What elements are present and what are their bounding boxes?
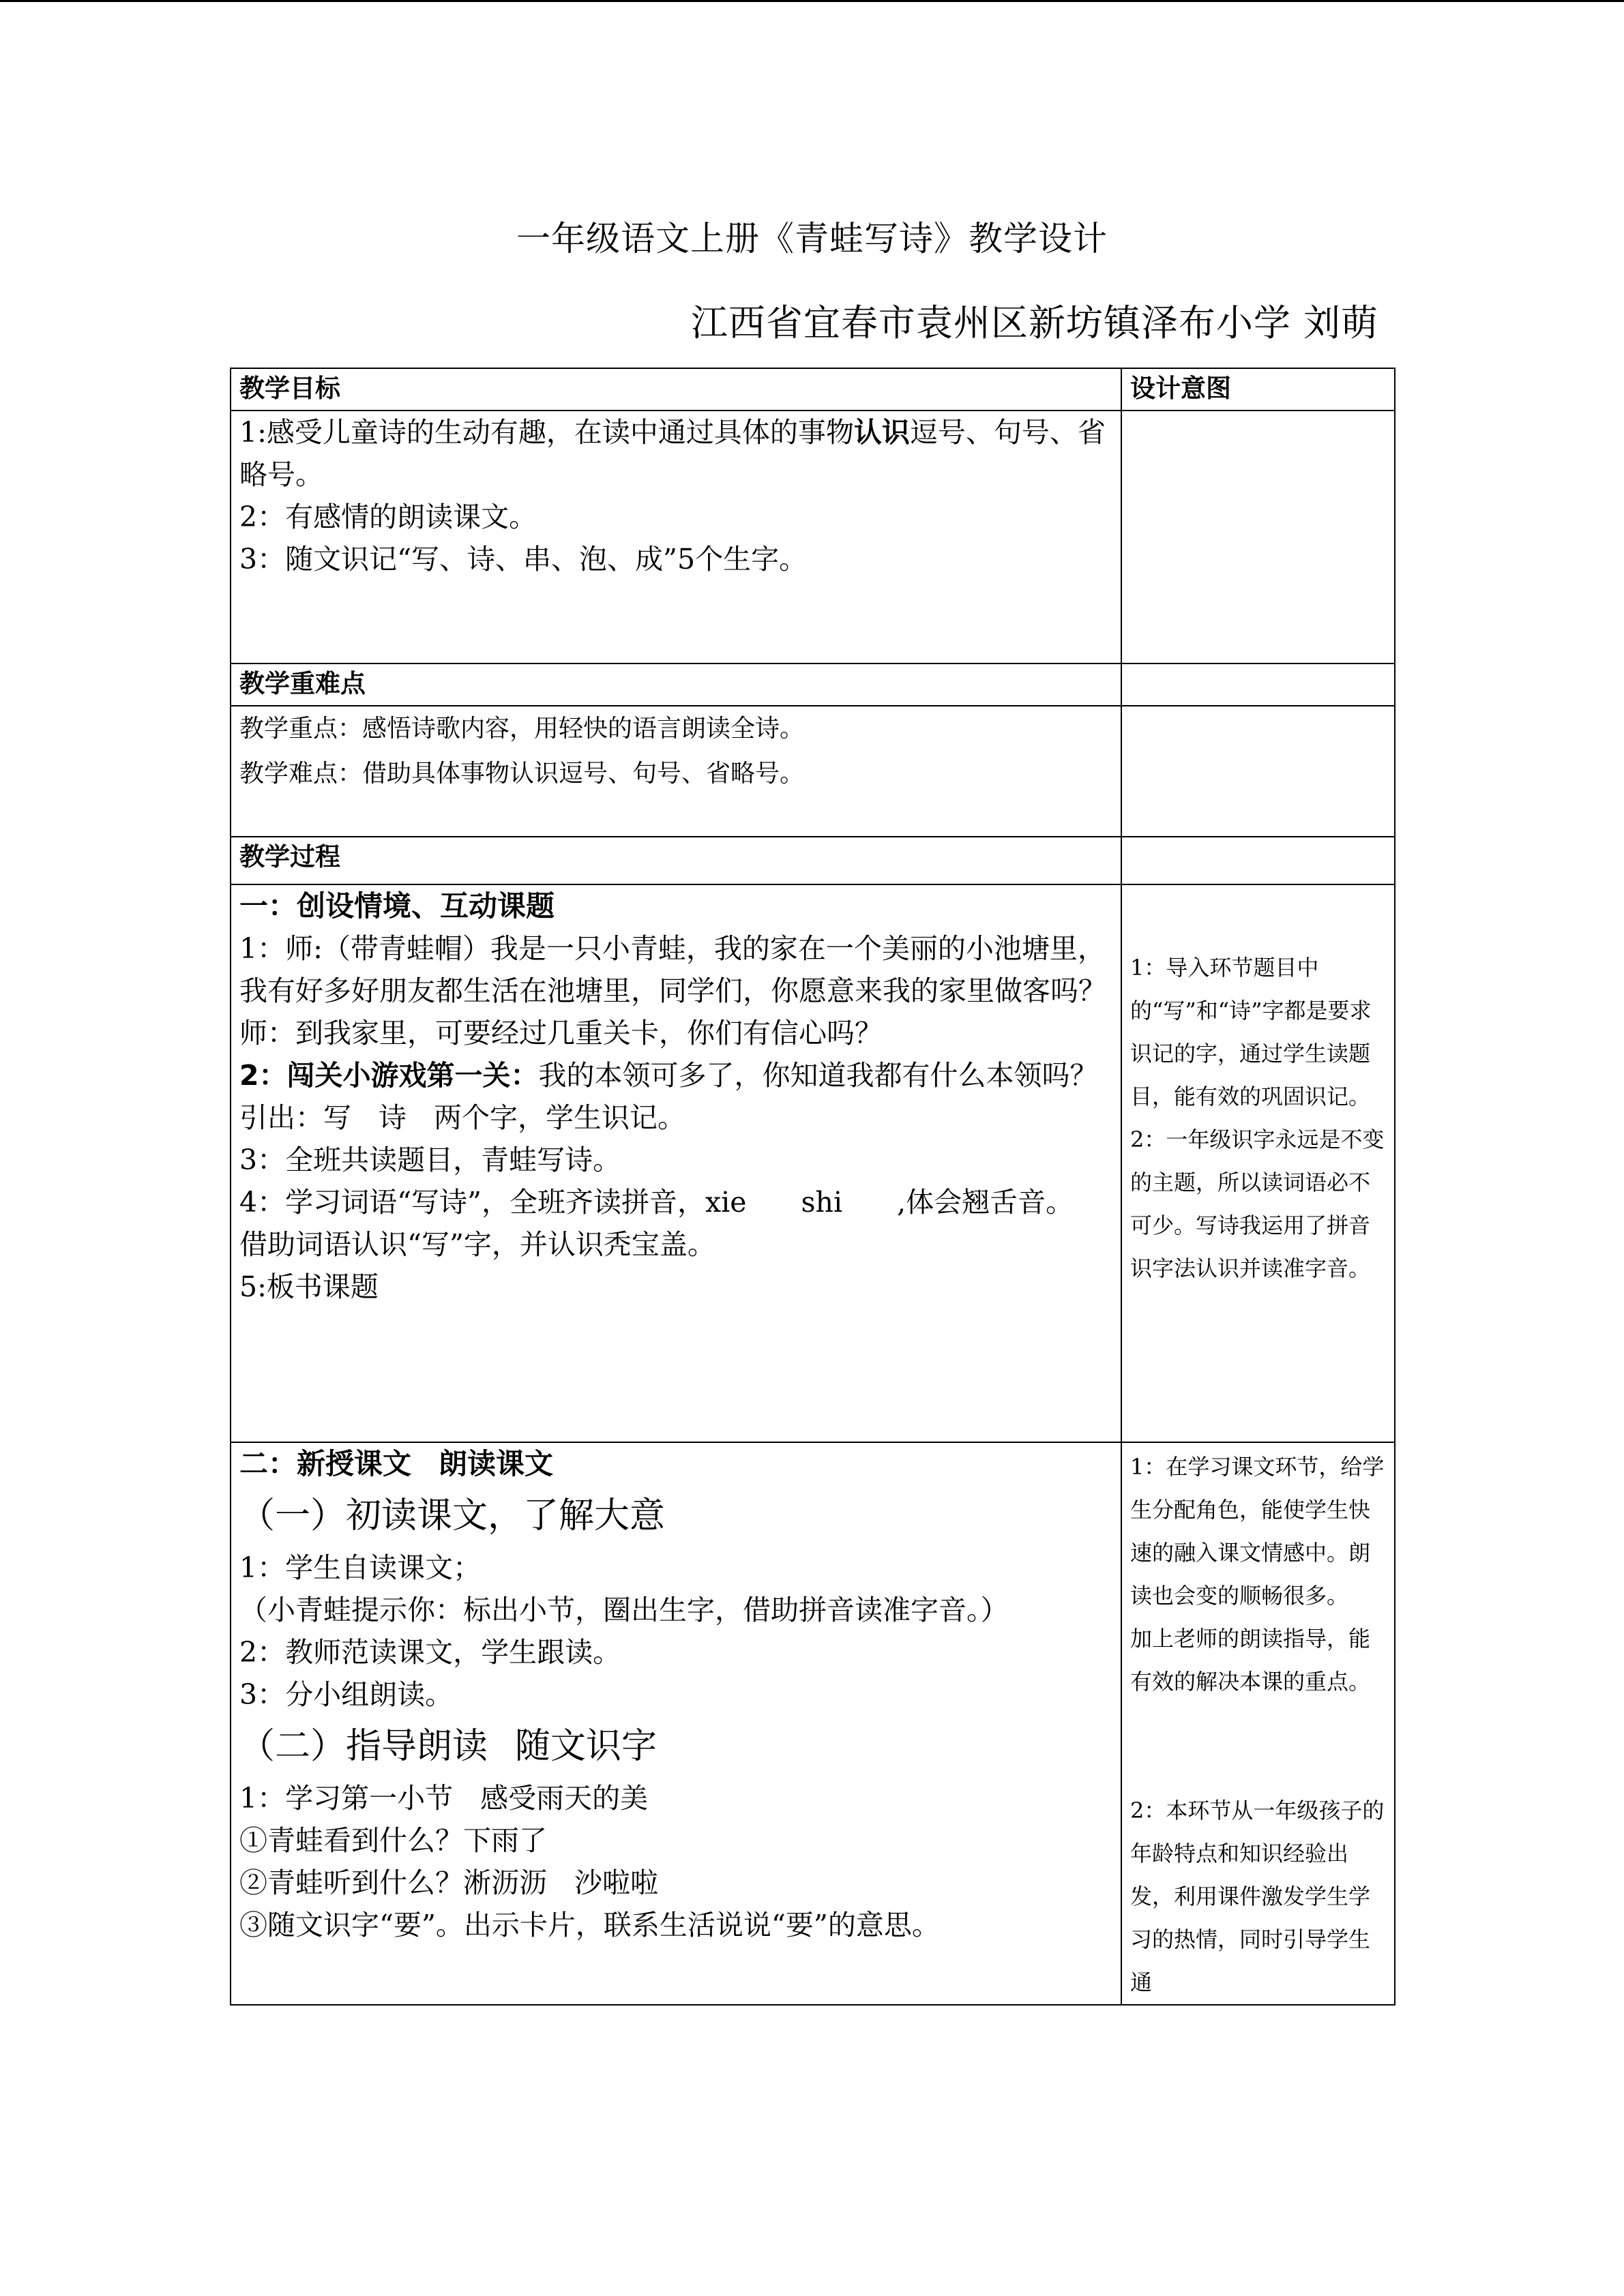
section1-cell bbox=[231, 884, 1121, 1442]
top-border bbox=[0, 0, 1624, 2]
design-note: 2：本环节从一年级孩子的年龄特点和知识经验出发，利用课件激发学生学习的热情，同时引导学生通 bbox=[1130, 1798, 1385, 1995]
design-note: 1：导入环节题目中的“写”和“诗”字都是要求识记的字，通过学生读题目，能有效的巩固识记。 bbox=[1130, 955, 1372, 1109]
section2-line: 1：学习第一小节 感受雨天的美 bbox=[239, 1782, 649, 1815]
section2-line: （小青蛙提示你：标出小节，圈出生字，借助拼音读准字音。） bbox=[239, 1594, 1009, 1626]
section1-heading: 一：创设情境、互动课题 bbox=[239, 889, 555, 923]
process-header-blank bbox=[1121, 837, 1395, 884]
section2-line: 3：分小组朗读。 bbox=[239, 1678, 454, 1711]
goal-item: 1:感受儿童诗的生动有趣，在读中通过具体的事物认识逗号、句号、省略号。 bbox=[239, 416, 1106, 491]
section2-cell bbox=[231, 1442, 1121, 2005]
intent-header: 设计意图 bbox=[1121, 368, 1395, 411]
keypoints-header-blank bbox=[1121, 664, 1395, 706]
design-note: 1：在学习课文环节，给学生分配角色，能使学生快速的融入课文情感中。朗读也会变的顺畅很多。 bbox=[1130, 1454, 1385, 1609]
goals-intent-cell bbox=[1121, 411, 1395, 664]
section2-notes-cell bbox=[1121, 1442, 1395, 2005]
section1-line: 2：闯关小游戏第一关：我的本领可多了，你知道我都有什么本领吗？ bbox=[239, 1059, 1098, 1092]
section2-line: ③随文识字“要”。出示卡片，联系生活说说“要”的意思。 bbox=[239, 1909, 940, 1941]
section1-line: 5:板书课题 bbox=[239, 1270, 379, 1303]
keypoint-item: 教学难点：借助具体事物认识逗号、句号、省略号。 bbox=[239, 760, 805, 788]
section2-row bbox=[231, 1442, 1395, 2005]
keypoints-row bbox=[231, 706, 1395, 837]
section1-line: 师：到我家里，可要经过几重关卡，你们有信心吗？ bbox=[239, 1017, 883, 1049]
section2-subheading: （一）初读课文，了解大意 bbox=[239, 1495, 666, 1536]
section1-row bbox=[231, 884, 1395, 1442]
section2-line: 2：教师范读课文，学生跟读。 bbox=[239, 1636, 621, 1669]
goal-item: 3：随文识记“写、诗、串、泡、成”5个生字。 bbox=[239, 543, 808, 576]
section1-line: 引出：写 诗 两个字，学生识记。 bbox=[239, 1101, 685, 1134]
section2-line: ②青蛙听到什么？淅沥沥 沙啦啦 bbox=[239, 1866, 658, 1899]
goals-row bbox=[231, 411, 1395, 664]
keypoints-header-row bbox=[231, 664, 1395, 706]
design-note: 加上老师的朗读指导，能有效的解决本课的重点。 bbox=[1130, 1626, 1371, 1695]
author-line: 江西省宜春市袁州区新坊镇泽布小学 刘萌 bbox=[690, 301, 1378, 344]
lesson-plan-table bbox=[230, 368, 1396, 2006]
section1-line: 4：学习词语“写诗”，全班齐读拼音，xie shi ,体会翘舌音。 bbox=[239, 1186, 1074, 1219]
keypoint-item: 教学重点：感悟诗歌内容，用轻快的语言朗读全诗。 bbox=[239, 715, 805, 743]
section2-line: ①青蛙看到什么？下雨了 bbox=[239, 1824, 547, 1857]
page-title: 一年级语文上册《青蛙写诗》教学设计 bbox=[516, 219, 1108, 258]
keypoints-header: 教学重难点 bbox=[231, 664, 1121, 706]
section1-line: 1：师:（带青蛙帽）我是一只小青蛙，我的家在一个美丽的小池塘里，我有好多好朋友都生活在池塘里，同学们，你愿意来我的家里做客吗？ bbox=[239, 932, 1106, 1007]
design-note: 2：一年级识字永远是不变的主题，所以读词语必不可少。写诗我运用了拼音识字法认识并读准字音。 bbox=[1130, 1127, 1385, 1281]
goals-cell bbox=[231, 411, 1121, 664]
goals-header-row bbox=[231, 368, 1395, 411]
section2-line: 1：学生自读课文； bbox=[239, 1551, 482, 1584]
section2-subheading: （二）指导朗读 随文识字 bbox=[239, 1726, 658, 1767]
goal-item: 2：有感情的朗读课文。 bbox=[239, 501, 537, 533]
process-header: 教学过程 bbox=[231, 837, 1121, 884]
section1-line: 3：全班共读题目，青蛙写诗。 bbox=[239, 1144, 621, 1176]
keypoints-intent-cell bbox=[1121, 706, 1395, 837]
process-header-row bbox=[231, 837, 1395, 884]
section1-line: 借助词语认识“写”字，并认识秃宝盖。 bbox=[239, 1228, 715, 1261]
goals-header: 教学目标 bbox=[231, 368, 1121, 411]
section2-heading: 二：新授课文 朗读课文 bbox=[239, 1447, 554, 1480]
keypoints-cell bbox=[231, 706, 1121, 837]
section1-notes-cell bbox=[1121, 884, 1395, 1442]
